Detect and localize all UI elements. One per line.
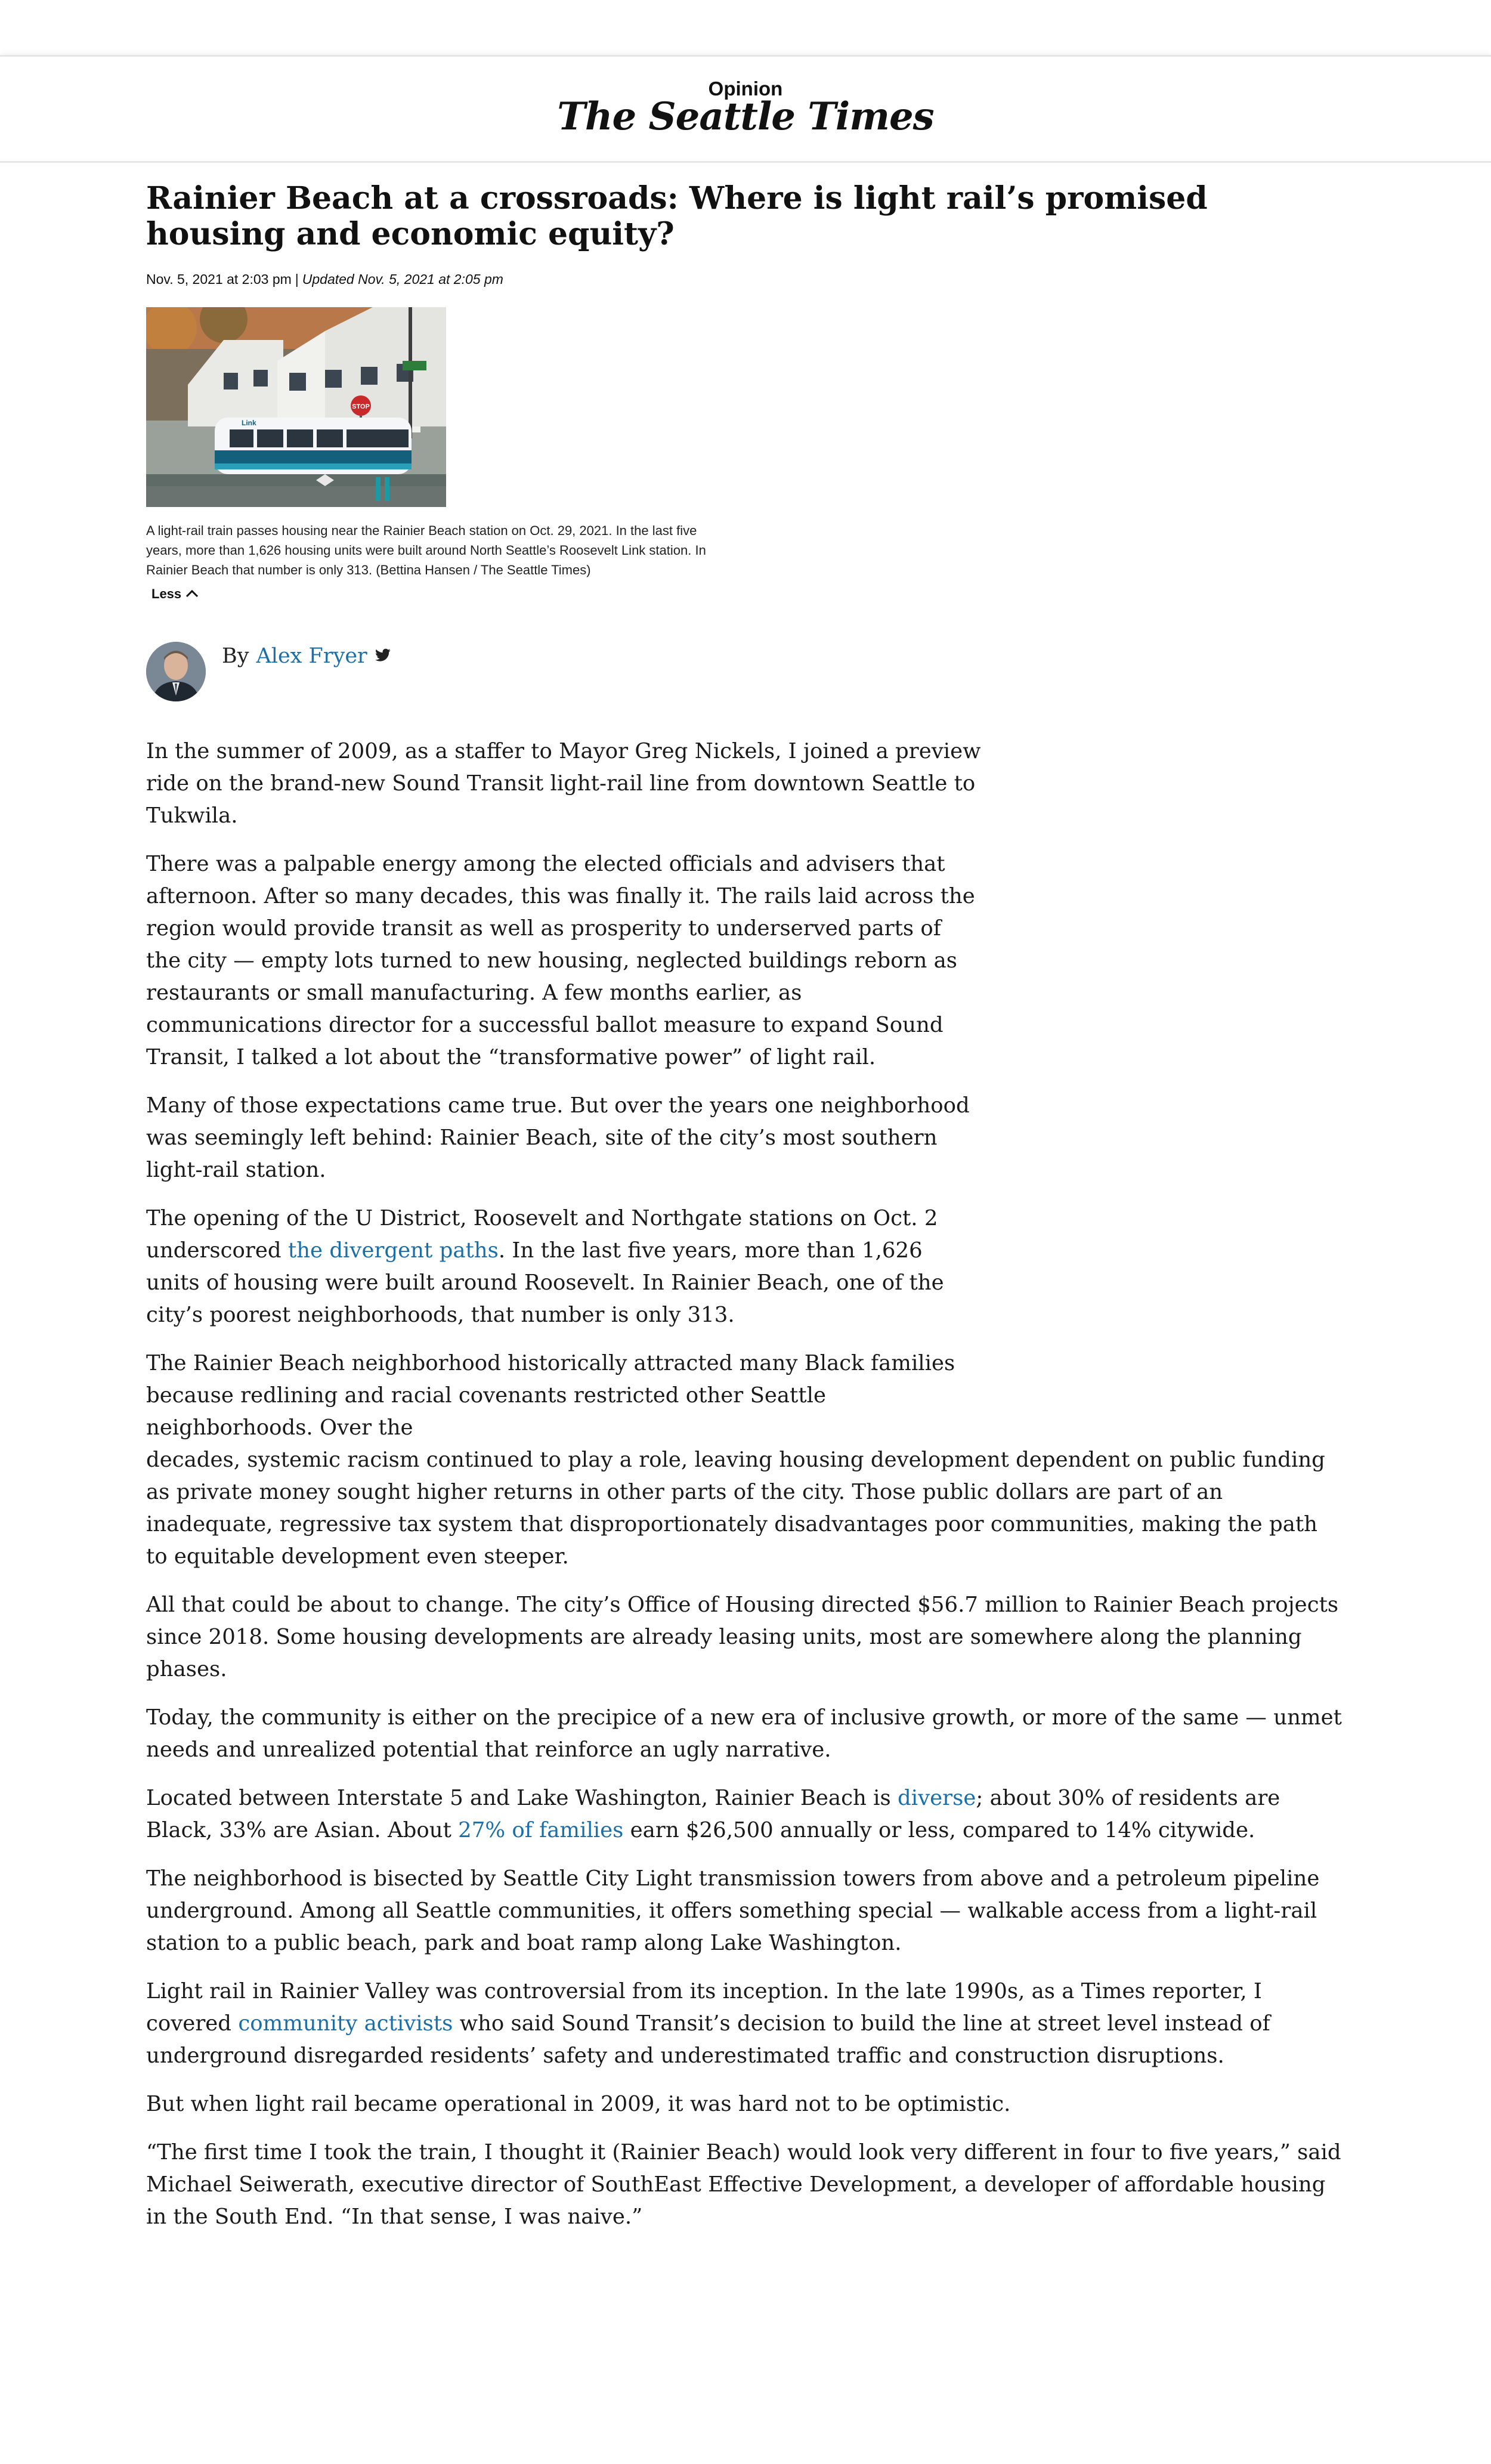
divergent-paths-link[interactable]: the divergent paths bbox=[287, 1238, 499, 1263]
paragraph-text: . In the last five years, more than 1,626 units of housing were built around Roosevelt. In Rainier Beach, one of the city’s poorest neighborhoods, that number is only 313. bbox=[146, 1238, 944, 1327]
paragraph-text: ; about 30% of residents are Black, 33% are Asian. About bbox=[146, 1786, 1280, 1842]
published-time: Nov. 5, 2021 at 2:03 pm bbox=[146, 271, 292, 287]
paragraph-text: The Rainier Beach neighborhood historically attracted many Black families because redlining and racial covenants restricted other Seattle neighborhoods. Over the bbox=[146, 1351, 955, 1440]
paragraph-text: earn $26,500 annually or less, compared to 14% citywide. bbox=[623, 1818, 1255, 1842]
author-link[interactable]: Alex Fryer bbox=[256, 644, 367, 668]
train-brand-text: Link bbox=[242, 419, 256, 427]
paragraph bbox=[146, 1202, 981, 1331]
community-activists-link[interactable]: community activists bbox=[238, 2011, 453, 2036]
paragraph bbox=[146, 1347, 1345, 1573]
byline bbox=[222, 644, 391, 668]
twitter-bird-icon[interactable] bbox=[375, 644, 391, 668]
paragraph: “The first time I took the train, I thought it (Rainier Beach) would look very different in four to five years,” said Michael Seiwerath, executive director of SouthEast Effective Development, a developer of affordable housing in the South End. “In that sense, I was naive.” bbox=[146, 2140, 1341, 2229]
paragraph: There was a palpable energy among the elected officials and advisers that afternoon. After so many decades, this was finally it. The rails laid across the region would provide transit as well as prosperity to underserved parts of the city — empty lots turned to new housing, neglected buildings reborn as restaurants or small manufacturing. A few months earlier, as communications director for a successful ballot measure to expand Sound Transit, I talked a lot about the “transformative power” of light rail. bbox=[146, 852, 975, 1069]
paragraph: In the summer of 2009, as a staffer to Mayor Greg Nickels, I joined a preview ride on the brand-new Sound Transit light-rail line from downtown Seattle to Tukwila. bbox=[146, 739, 981, 828]
paragraph-text: who said Sound Transit’s decision to build the line at street level instead of underground disregarded residents’ safety and underestimated traffic and construction disruptions. bbox=[146, 2011, 1270, 2068]
masthead-logo[interactable]: The Seattle Times bbox=[557, 94, 934, 139]
families-income-link[interactable]: 27% of families bbox=[458, 1818, 624, 1842]
author-avatar[interactable] bbox=[146, 642, 206, 701]
article-headline: Rainier Beach at a crossroads: Where is light rail’s promised housing and economic equity? bbox=[146, 180, 1208, 252]
paragraph-text: The opening of the U District, Roosevelt and Northgate stations on Oct. 2 underscored bbox=[146, 1206, 938, 1263]
byline-prefix: By bbox=[222, 644, 249, 668]
paragraph: Many of those expectations came true. But over the years one neighborhood was seemingly left behind: Rainier Beach, site of the city’s most southern light-rail station. bbox=[146, 1093, 970, 1182]
paragraph: Today, the community is either on the precipice of a new era of inclusive growth, or more of the same — unmet needs and unrealized potential that reinforce an ugly narrative. bbox=[146, 1705, 1342, 1762]
paragraph: But when light rail became operational in 2009, it was hard not to be optimistic. bbox=[146, 2092, 1011, 2116]
diverse-link[interactable]: diverse bbox=[897, 1786, 976, 1810]
paragraph: The neighborhood is bisected by Seattle City Light transmission towers from above and a petroleum pipeline underground. Among all Seattle communities, it offers something special — walkable access from a light-rail station to a public beach, park and boat ramp along Lake Washington. bbox=[146, 1866, 1320, 1955]
caption-less-label: Less bbox=[151, 586, 182, 601]
section-label[interactable]: Opinion bbox=[708, 78, 783, 100]
updated-time: Updated Nov. 5, 2021 at 2:05 pm bbox=[302, 271, 503, 287]
photo-caption: A light-rail train passes housing near the Rainier Beach station on Oct. 29, 2021. In the last five years, more than 1,626 housing units were built around North Seattle’s Roosevelt Link station. In Rainier Beach that number is only 313. (Bettina Hansen / The Seattle Times) bbox=[146, 523, 706, 577]
dateline-separator: | bbox=[295, 271, 299, 287]
paragraph bbox=[146, 1975, 1345, 2072]
stop-sign-text: STOP bbox=[352, 403, 370, 410]
chevron-up-icon bbox=[185, 586, 199, 602]
dateline bbox=[146, 271, 862, 287]
paragraph: All that could be about to change. The city’s Office of Housing directed $56.7 million to Rainier Beach projects since 2018. Some housing developments are already leasing units, most are somewhere along the planning phases. bbox=[146, 1593, 1339, 1681]
paragraph-text: decades, systemic racism continued to play a role, leaving housing development dependent on public funding as private money sought higher returns in other parts of the city. Those public dollars are part of an inadequate, regressive tax system that disproportionately disadvantages poor communities, making the path to equitable development even steeper. bbox=[146, 1448, 1325, 1569]
paragraph-text: Located between Interstate 5 and Lake Washington, Rainier Beach is bbox=[146, 1786, 898, 1810]
paragraph bbox=[146, 1782, 1345, 1847]
article-body bbox=[146, 735, 1345, 2249]
paragraph-text: Light rail in Rainier Valley was controversial from its inception. In the late 1990s, as a Times reporter, I covered bbox=[146, 1979, 1262, 2036]
article-photo[interactable] bbox=[146, 307, 446, 507]
caption-less-toggle[interactable] bbox=[151, 586, 199, 602]
